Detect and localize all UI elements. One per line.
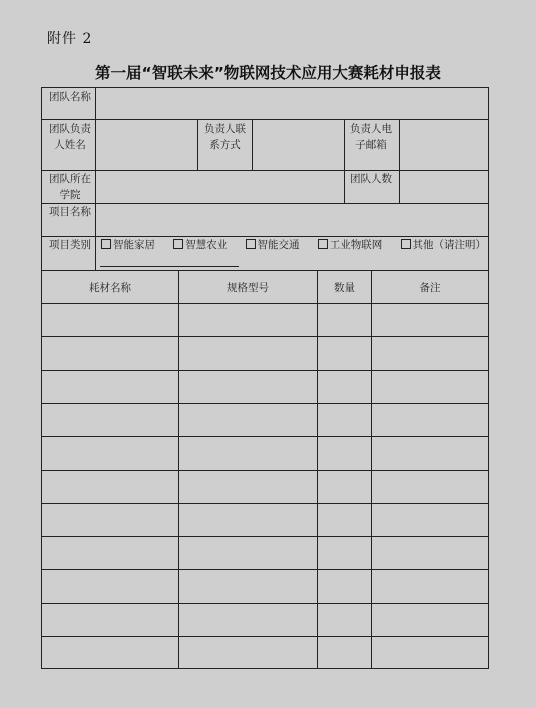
other-category-underline[interactable]: [100, 266, 239, 267]
table-cell[interactable]: [318, 637, 371, 668]
column-header-quantity: 数量: [334, 282, 355, 294]
table-cell[interactable]: [318, 604, 371, 635]
category-option[interactable]: 其他（请注明）: [401, 237, 487, 253]
team-size-field[interactable]: [400, 171, 488, 203]
table-cell[interactable]: [42, 604, 178, 635]
table-cell[interactable]: [179, 537, 317, 568]
table-cell[interactable]: [42, 504, 178, 535]
table-cell[interactable]: [42, 437, 178, 468]
team-name-label: 团队名称: [49, 91, 91, 103]
table-cell[interactable]: [372, 537, 488, 568]
table-cell[interactable]: [42, 637, 178, 668]
table-cell[interactable]: [372, 304, 488, 335]
table-cell[interactable]: [179, 570, 317, 601]
table-cell[interactable]: [179, 437, 317, 468]
column-header-notes: 备注: [419, 282, 441, 294]
leader-name-label: 团队负责人姓名: [49, 123, 91, 151]
category-option[interactable]: 智能家居: [101, 237, 155, 253]
table-cell[interactable]: [179, 371, 317, 402]
table-cell[interactable]: [179, 337, 317, 368]
table-cell[interactable]: [372, 437, 488, 468]
team-college-label: 团队所在学院: [49, 173, 91, 201]
leader-phone-label: 负责人联系方式: [204, 123, 246, 151]
table-cell[interactable]: [179, 471, 317, 502]
table-cell[interactable]: [42, 404, 178, 435]
cell-divider: [344, 119, 345, 203]
category-option[interactable]: 智慧农业: [173, 237, 227, 253]
table-cell[interactable]: [42, 537, 178, 568]
project-name-field[interactable]: [96, 204, 488, 236]
table-cell[interactable]: [318, 437, 371, 468]
category-option[interactable]: 工业物联网: [318, 237, 383, 253]
table-cell[interactable]: [42, 304, 178, 335]
leader-email-label: 负责人电子邮箱: [350, 123, 392, 151]
row-divider: [41, 270, 489, 271]
table-cell[interactable]: [42, 570, 178, 601]
column-header-spec: 规格型号: [227, 282, 269, 294]
project-category-label: 项目类别: [49, 239, 91, 251]
table-cell[interactable]: [42, 337, 178, 368]
annex-label: 附件 2: [47, 31, 93, 47]
team-size-label: 团队人数: [350, 173, 392, 185]
table-cell[interactable]: [179, 604, 317, 635]
team-college-field[interactable]: [96, 171, 344, 203]
project-name-label: 项目名称: [49, 206, 91, 218]
checkbox-icon: [401, 239, 411, 249]
form-title: 第一届“智联未来”物联网技术应用大赛耗材申报表: [95, 64, 441, 82]
project-category-options: [101, 237, 486, 253]
leader-phone-field[interactable]: [253, 120, 344, 170]
table-cell[interactable]: [318, 404, 371, 435]
table-cell[interactable]: [372, 371, 488, 402]
table-cell[interactable]: [42, 371, 178, 402]
checkbox-icon: [246, 239, 256, 249]
table-cell[interactable]: [179, 304, 317, 335]
table-cell[interactable]: [372, 604, 488, 635]
leader-email-field[interactable]: [400, 120, 488, 170]
table-cell[interactable]: [179, 637, 317, 668]
cell-divider: [197, 119, 198, 170]
table-cell[interactable]: [372, 637, 488, 668]
table-cell[interactable]: [179, 404, 317, 435]
table-cell[interactable]: [318, 471, 371, 502]
team-name-field[interactable]: [96, 88, 488, 119]
table-cell[interactable]: [318, 337, 371, 368]
table-cell[interactable]: [318, 371, 371, 402]
table-cell[interactable]: [318, 304, 371, 335]
checkbox-icon: [173, 239, 183, 249]
table-cell[interactable]: [372, 570, 488, 601]
checkbox-icon: [318, 239, 328, 249]
checkbox-icon: [101, 239, 111, 249]
table-cell[interactable]: [318, 537, 371, 568]
column-header-material: 耗材名称: [89, 282, 131, 294]
table-cell[interactable]: [372, 471, 488, 502]
table-cell[interactable]: [42, 471, 178, 502]
table-cell[interactable]: [372, 337, 488, 368]
table-cell[interactable]: [318, 504, 371, 535]
category-option[interactable]: 智能交通: [246, 237, 300, 253]
table-cell[interactable]: [318, 570, 371, 601]
table-cell[interactable]: [179, 504, 317, 535]
leader-name-field[interactable]: [96, 120, 197, 170]
table-cell[interactable]: [372, 504, 488, 535]
table-cell[interactable]: [372, 404, 488, 435]
